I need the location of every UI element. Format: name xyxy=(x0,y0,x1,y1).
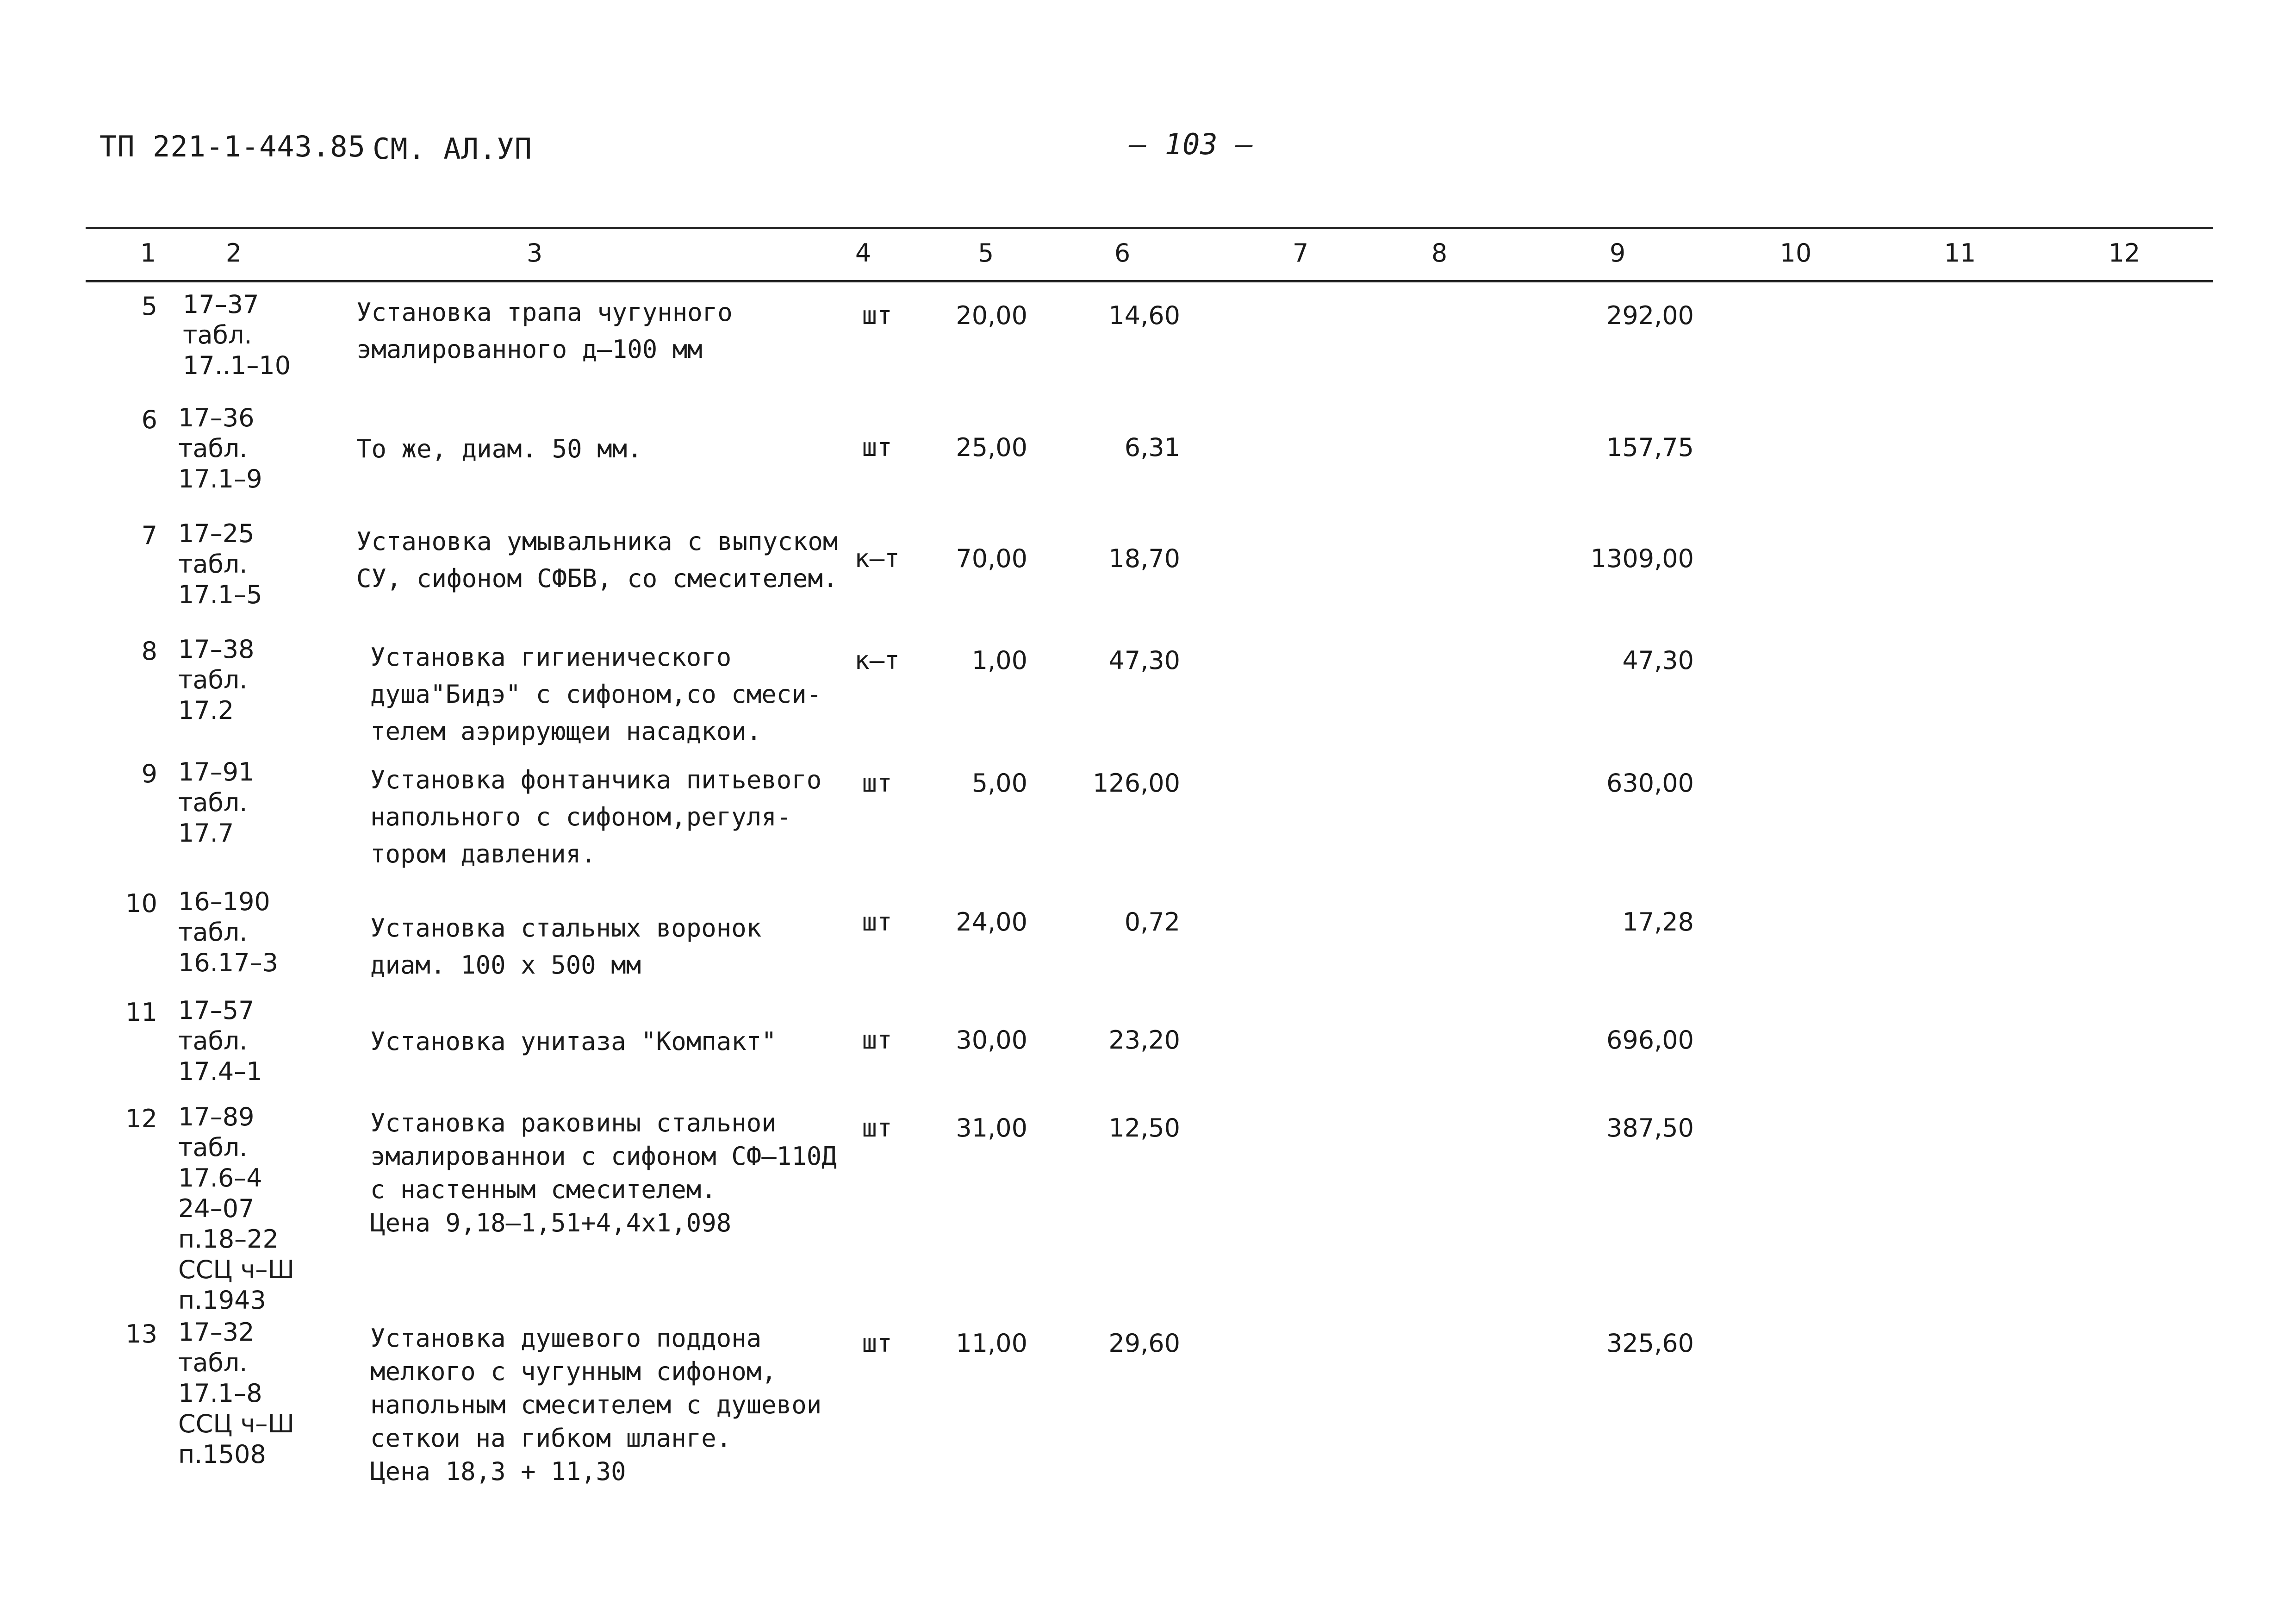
work-description-line: Установка раковины стальнои xyxy=(370,1108,777,1137)
total-cost: 630,00 xyxy=(1606,768,1694,798)
total-cost: 47,30 xyxy=(1622,646,1694,675)
row-number: 5 xyxy=(141,292,157,321)
norm-code xyxy=(183,289,291,381)
work-description xyxy=(370,639,821,750)
norm-code-line: п.1508 xyxy=(178,1440,266,1469)
unit-price: 0,72 xyxy=(1124,907,1180,937)
norm-code-line: 17.1–5 xyxy=(178,580,262,609)
norm-code xyxy=(178,995,262,1087)
row-number: 10 xyxy=(125,889,157,918)
work-description xyxy=(356,523,838,597)
work-description-line: мелкого с чугунным сифоном, xyxy=(370,1357,777,1386)
norm-code-line: 17.1–8 xyxy=(178,1379,262,1408)
work-description-line: СУ, сифоном СФБВ, со смесителем. xyxy=(356,564,838,593)
norm-code-line: 17..1–10 xyxy=(183,351,291,380)
work-description xyxy=(370,1106,837,1240)
work-description-line: напольным смесителем с душевои xyxy=(370,1390,822,1419)
work-description-line: эмалированного д–100 мм xyxy=(356,335,703,364)
unit: шт xyxy=(862,301,892,330)
norm-code-line: табл. xyxy=(178,665,248,694)
work-description-line: напольного с сифоном,регуля- xyxy=(370,802,792,831)
norm-code-line: п.18–22 xyxy=(178,1224,279,1254)
total-cost: 325,60 xyxy=(1606,1329,1694,1358)
column-number: 3 xyxy=(526,238,543,268)
unit: к–т xyxy=(854,646,900,675)
unit: шт xyxy=(862,1025,892,1055)
norm-code-line: 17–25 xyxy=(178,519,255,548)
norm-code-line: табл. xyxy=(183,320,252,350)
work-description-line: телем аэрирующеи насадкои. xyxy=(370,717,762,746)
column-number: 10 xyxy=(1780,238,1812,268)
total-cost: 1309,00 xyxy=(1590,544,1694,573)
norm-code-line: табл. xyxy=(178,788,248,817)
column-number: 1 xyxy=(140,238,156,268)
work-description-line: Установка умывальника с выпуском xyxy=(356,527,838,556)
quantity: 25,00 xyxy=(956,433,1027,462)
doc-code: ТП 221-1-443.85 xyxy=(100,130,366,163)
column-number: 11 xyxy=(1944,238,1976,268)
column-number: 4 xyxy=(855,238,871,268)
column-number: 6 xyxy=(1114,238,1131,268)
work-description xyxy=(356,294,733,368)
work-description-line: с настенным смесителем. xyxy=(370,1175,716,1204)
unit-price: 29,60 xyxy=(1108,1329,1180,1358)
work-description xyxy=(370,1023,777,1060)
row-number: 12 xyxy=(125,1104,157,1133)
norm-code xyxy=(178,403,262,494)
unit: шт xyxy=(862,768,892,798)
norm-code-line: 17.7 xyxy=(178,818,234,848)
quantity: 70,00 xyxy=(956,544,1027,573)
total-cost: 292,00 xyxy=(1606,301,1694,330)
work-description-line: Установка стальных воронок xyxy=(370,913,762,943)
work-description-line: Цена 9,18–1,51+4,4х1,098 xyxy=(370,1208,732,1237)
row-number: 13 xyxy=(125,1319,157,1349)
norm-code xyxy=(178,1317,294,1470)
total-cost: 157,75 xyxy=(1606,433,1694,462)
quantity: 20,00 xyxy=(956,301,1027,330)
norm-code-line: 17–91 xyxy=(178,757,255,787)
unit: шт xyxy=(862,907,892,937)
norm-code-line: 17.6–4 xyxy=(178,1163,262,1193)
unit-price: 23,20 xyxy=(1108,1025,1180,1055)
norm-code-line: 17–36 xyxy=(178,403,255,432)
norm-code-line: 17.1–9 xyxy=(178,464,262,493)
norm-code-line: п.1943 xyxy=(178,1286,266,1315)
norm-code xyxy=(178,757,254,849)
unit: шт xyxy=(862,1113,892,1143)
norm-code-line: 16.17–3 xyxy=(178,948,278,977)
unit: к–т xyxy=(854,544,900,573)
norm-code-line: 17–37 xyxy=(183,290,259,319)
norm-code-line: 17–38 xyxy=(178,635,255,664)
unit: шт xyxy=(862,1329,892,1358)
quantity: 11,00 xyxy=(956,1329,1027,1358)
unit-price: 18,70 xyxy=(1108,544,1180,573)
table-top-rule xyxy=(86,227,2213,229)
unit: шт xyxy=(862,433,892,462)
unit-price: 14,60 xyxy=(1108,301,1180,330)
norm-code-line: 17–57 xyxy=(178,996,255,1025)
row-number: 7 xyxy=(141,521,157,550)
work-description-line: тором давления. xyxy=(370,839,596,868)
norm-code-line: 17.2 xyxy=(178,696,234,725)
work-description-line: эмалированнои с сифоном СФ–110Д xyxy=(370,1142,837,1171)
quantity: 5,00 xyxy=(971,768,1027,798)
norm-code-line: 24–07 xyxy=(178,1194,255,1223)
column-number: 7 xyxy=(1292,238,1309,268)
work-description-line: Установка унитаза "Компакт" xyxy=(370,1027,777,1056)
quantity: 30,00 xyxy=(956,1025,1027,1055)
column-number: 5 xyxy=(977,238,994,268)
work-description xyxy=(370,910,761,984)
row-number: 8 xyxy=(141,637,157,666)
table-header-rule xyxy=(86,280,2213,282)
norm-code xyxy=(178,634,254,726)
norm-code xyxy=(178,887,278,978)
work-description xyxy=(370,1322,821,1488)
norm-code-line: табл. xyxy=(178,1348,248,1377)
work-description xyxy=(370,762,821,873)
norm-code-line: табл. xyxy=(178,918,248,947)
total-cost: 387,50 xyxy=(1606,1113,1694,1143)
work-description-line: диам. 100 х 500 мм xyxy=(370,950,641,980)
norm-code xyxy=(178,1102,294,1316)
norm-code-line: табл. xyxy=(178,434,248,463)
unit-price: 6,31 xyxy=(1124,433,1180,462)
norm-code-line: 17–32 xyxy=(178,1318,255,1347)
quantity: 1,00 xyxy=(971,646,1027,675)
work-description-line: сеткои на гибком шланге. xyxy=(370,1424,732,1453)
unit-price: 47,30 xyxy=(1108,646,1180,675)
page-number: – 103 – xyxy=(1129,127,1254,161)
row-number: 11 xyxy=(125,998,157,1027)
row-number: 9 xyxy=(141,759,157,788)
unit-price: 126,00 xyxy=(1093,768,1180,798)
album-ref: СМ. АЛ.УП xyxy=(373,132,532,166)
column-number: 12 xyxy=(2108,238,2140,268)
work-description-line: То же, диам. 50 мм. xyxy=(356,434,642,463)
work-description-line: душа"Бидэ" с сифоном,со смеси- xyxy=(370,680,822,709)
norm-code-line: 16–190 xyxy=(178,887,270,916)
work-description-line: Установка душевого поддона xyxy=(370,1324,762,1353)
norm-code-line: 17–89 xyxy=(178,1102,255,1131)
norm-code-line: 17.4–1 xyxy=(178,1057,262,1086)
column-number: 2 xyxy=(225,238,242,268)
quantity: 31,00 xyxy=(956,1113,1027,1143)
work-description xyxy=(356,431,642,468)
work-description-line: Установка трапа чугунного xyxy=(356,298,733,327)
norm-code-line: ССЦ ч–Ш xyxy=(178,1255,295,1284)
norm-code-line: табл. xyxy=(178,550,248,579)
unit-price: 12,50 xyxy=(1108,1113,1180,1143)
column-number: 8 xyxy=(1431,238,1448,268)
work-description-line: Установка фонтанчика питьевого xyxy=(370,765,822,794)
total-cost: 696,00 xyxy=(1606,1025,1694,1055)
work-description-line: Цена 18,3 + 11,30 xyxy=(370,1457,626,1486)
row-number: 6 xyxy=(141,405,157,434)
norm-code-line: табл. xyxy=(178,1026,248,1056)
norm-code xyxy=(178,518,262,610)
norm-code-line: табл. xyxy=(178,1133,248,1162)
column-number: 9 xyxy=(1609,238,1626,268)
quantity: 24,00 xyxy=(956,907,1027,937)
total-cost: 17,28 xyxy=(1622,907,1694,937)
norm-code-line: ССЦ ч–Ш xyxy=(178,1409,295,1438)
work-description-line: Установка гигиенического xyxy=(370,643,732,672)
